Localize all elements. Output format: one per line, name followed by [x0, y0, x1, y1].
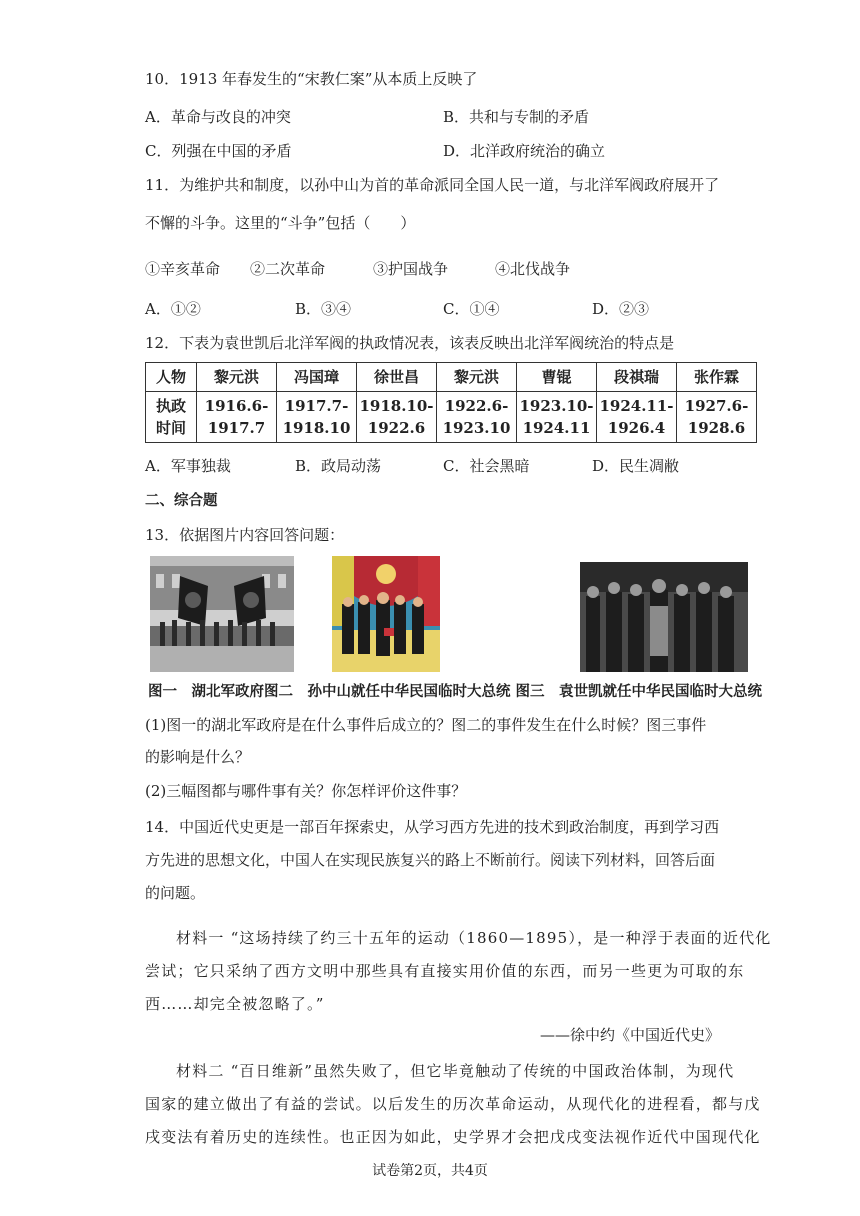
- sun-yatsen-inauguration-image: [332, 556, 440, 672]
- section-heading: 二、综合题: [145, 493, 218, 509]
- table-cell-term: [197, 392, 277, 443]
- q13-sub1-line1: (1)图一的湖北军政府是在什么事件后成立的？图二的事件发生在什么时候？图三事件: [145, 716, 707, 734]
- term-start: 1918.10-: [359, 397, 434, 415]
- table-cell-term: [277, 392, 357, 443]
- term-start: 1916.6-: [204, 397, 269, 415]
- q12-option-b: B．政局动荡: [295, 457, 382, 475]
- yuan-shikai-inauguration-photo: [580, 562, 748, 672]
- q11-item-1: ①辛亥革命: [145, 260, 221, 278]
- term-end: 1918.10: [282, 419, 351, 437]
- material-2-line2: 国家的建立做出了有益的尝试。以后发生的历次革命运动，从现代化的进程看，都与戊: [145, 1095, 761, 1113]
- table-cell-person: 徐世昌: [357, 363, 437, 392]
- q10-stem: 10．1913 年春发生的“宋教仁案”从本质上反映了: [145, 70, 478, 88]
- term-start: 1923.10-: [519, 397, 594, 415]
- page-footer: 试卷第2页，共4页: [372, 1163, 488, 1179]
- table-cell-person: 曹锟: [517, 363, 597, 392]
- q10-option-d: D．北洋政府统治的确立: [443, 142, 606, 160]
- term-label-1: 执政: [155, 397, 186, 415]
- table-row: [146, 363, 757, 392]
- material-2-line3: 戌变法有着历史的连续性。也正因为如此，史学界才会把戊戌变法视作近代中国现代化: [145, 1128, 761, 1146]
- q13-figure-caption: 图一 湖北军政府图二 孙中山就任中华民国临时大总统 图三 袁世凯就任中华民国临时大总统: [148, 684, 763, 700]
- term-end: 1926.4: [607, 419, 666, 437]
- q10-option-a: A．革命与改良的冲突: [145, 108, 291, 126]
- q11-stem-line2: 不懈的斗争。这里的“斗争”包括（ ）: [145, 214, 416, 232]
- table-cell-person: 张作霖: [677, 363, 757, 392]
- term-end: 1928.6: [687, 419, 746, 437]
- hubei-military-government-photo: [150, 556, 294, 672]
- q13-sub2: (2)三幅图都与哪件事有关？你怎样评价这件事？: [145, 782, 467, 800]
- table-cell-term: [517, 392, 597, 443]
- q13-stem: 13．依据图片内容回答问题：: [145, 526, 345, 544]
- q11-item-2: ②二次革命: [250, 260, 326, 278]
- table-cell-term: [677, 392, 757, 443]
- q11-option-b: B．③④: [295, 300, 352, 318]
- q11-option-c: C．①④: [443, 300, 500, 318]
- q13-sub1-line2: 的影响是什么？: [145, 748, 251, 766]
- q11-stem-line1: 11．为维护共和制度，以孙中山为首的革命派同全国人民一道，与北洋军阀政府展开了: [145, 176, 720, 194]
- table-cell-term: [357, 392, 437, 443]
- q12-stem: 12．下表为袁世凯后北洋军阀的执政情况表，该表反映出北洋军阀统治的特点是: [145, 334, 675, 352]
- q14-stem-line1: 14．中国近代史更是一部百年探索史，从学习西方先进的技术到政治制度，再到学习西: [145, 818, 720, 836]
- q14-stem-line2: 方先进的思想文化，中国人在实现民族复兴的路上不断前行。阅读下列材料，回答后面: [145, 851, 716, 869]
- term-end: 1917.7: [207, 419, 266, 437]
- table-cell-person: 黎元洪: [437, 363, 517, 392]
- q12-option-a: A．军事独裁: [145, 457, 231, 475]
- term-label-2: 时间: [155, 419, 186, 437]
- term-start: 1924.11-: [599, 397, 674, 415]
- q11-option-d: D．②③: [592, 300, 650, 318]
- material-1-line3: 西……却完全被忽略了。”: [145, 995, 325, 1013]
- material-1-source: ——徐中约《中国近代史》: [539, 1026, 720, 1044]
- q11-item-3: ③护国战争: [373, 260, 449, 278]
- material-1-line2: 尝试；它只采纳了西方文明中那些具有直接实用价值的东西，而另一些更为可取的东: [145, 962, 745, 980]
- term-end: 1922.6: [367, 419, 426, 437]
- q12-option-d: D．民生凋敝: [592, 457, 680, 475]
- table-cell-term: [597, 392, 677, 443]
- table-header-people: 人物: [146, 363, 197, 392]
- term-end: 1924.11: [522, 419, 591, 437]
- q11-option-a: A．①②: [145, 300, 201, 318]
- q12-option-c: C．社会黑暗: [443, 457, 530, 475]
- material-2-line1: 材料二 “百日维新”虽然失败了，但它毕竟触动了传统的中国政治体制，为现代: [176, 1062, 735, 1080]
- table-row: [146, 392, 757, 443]
- term-start: 1917.7-: [284, 397, 349, 415]
- table-cell-person: 黎元洪: [197, 363, 277, 392]
- term-end: 1923.10: [442, 419, 511, 437]
- q11-item-4: ④北伐战争: [495, 260, 571, 278]
- q10-option-c: C．列强在中国的矛盾: [145, 142, 292, 160]
- material-1-line1: 材料一 “这场持续了约三十五年的运动（1860—1895），是一种浮于表面的近代化: [176, 929, 772, 947]
- q10-option-b: B．共和与专制的矛盾: [443, 108, 590, 126]
- q14-stem-line3: 的问题。: [145, 884, 206, 902]
- table-cell-term: [437, 392, 517, 443]
- regime-table: [145, 362, 757, 443]
- term-start: 1927.6-: [684, 397, 749, 415]
- table-cell-person: 段祺瑞: [597, 363, 677, 392]
- term-start: 1922.6-: [444, 397, 509, 415]
- table-cell-person: 冯国璋: [277, 363, 357, 392]
- table-header-term: [146, 392, 197, 443]
